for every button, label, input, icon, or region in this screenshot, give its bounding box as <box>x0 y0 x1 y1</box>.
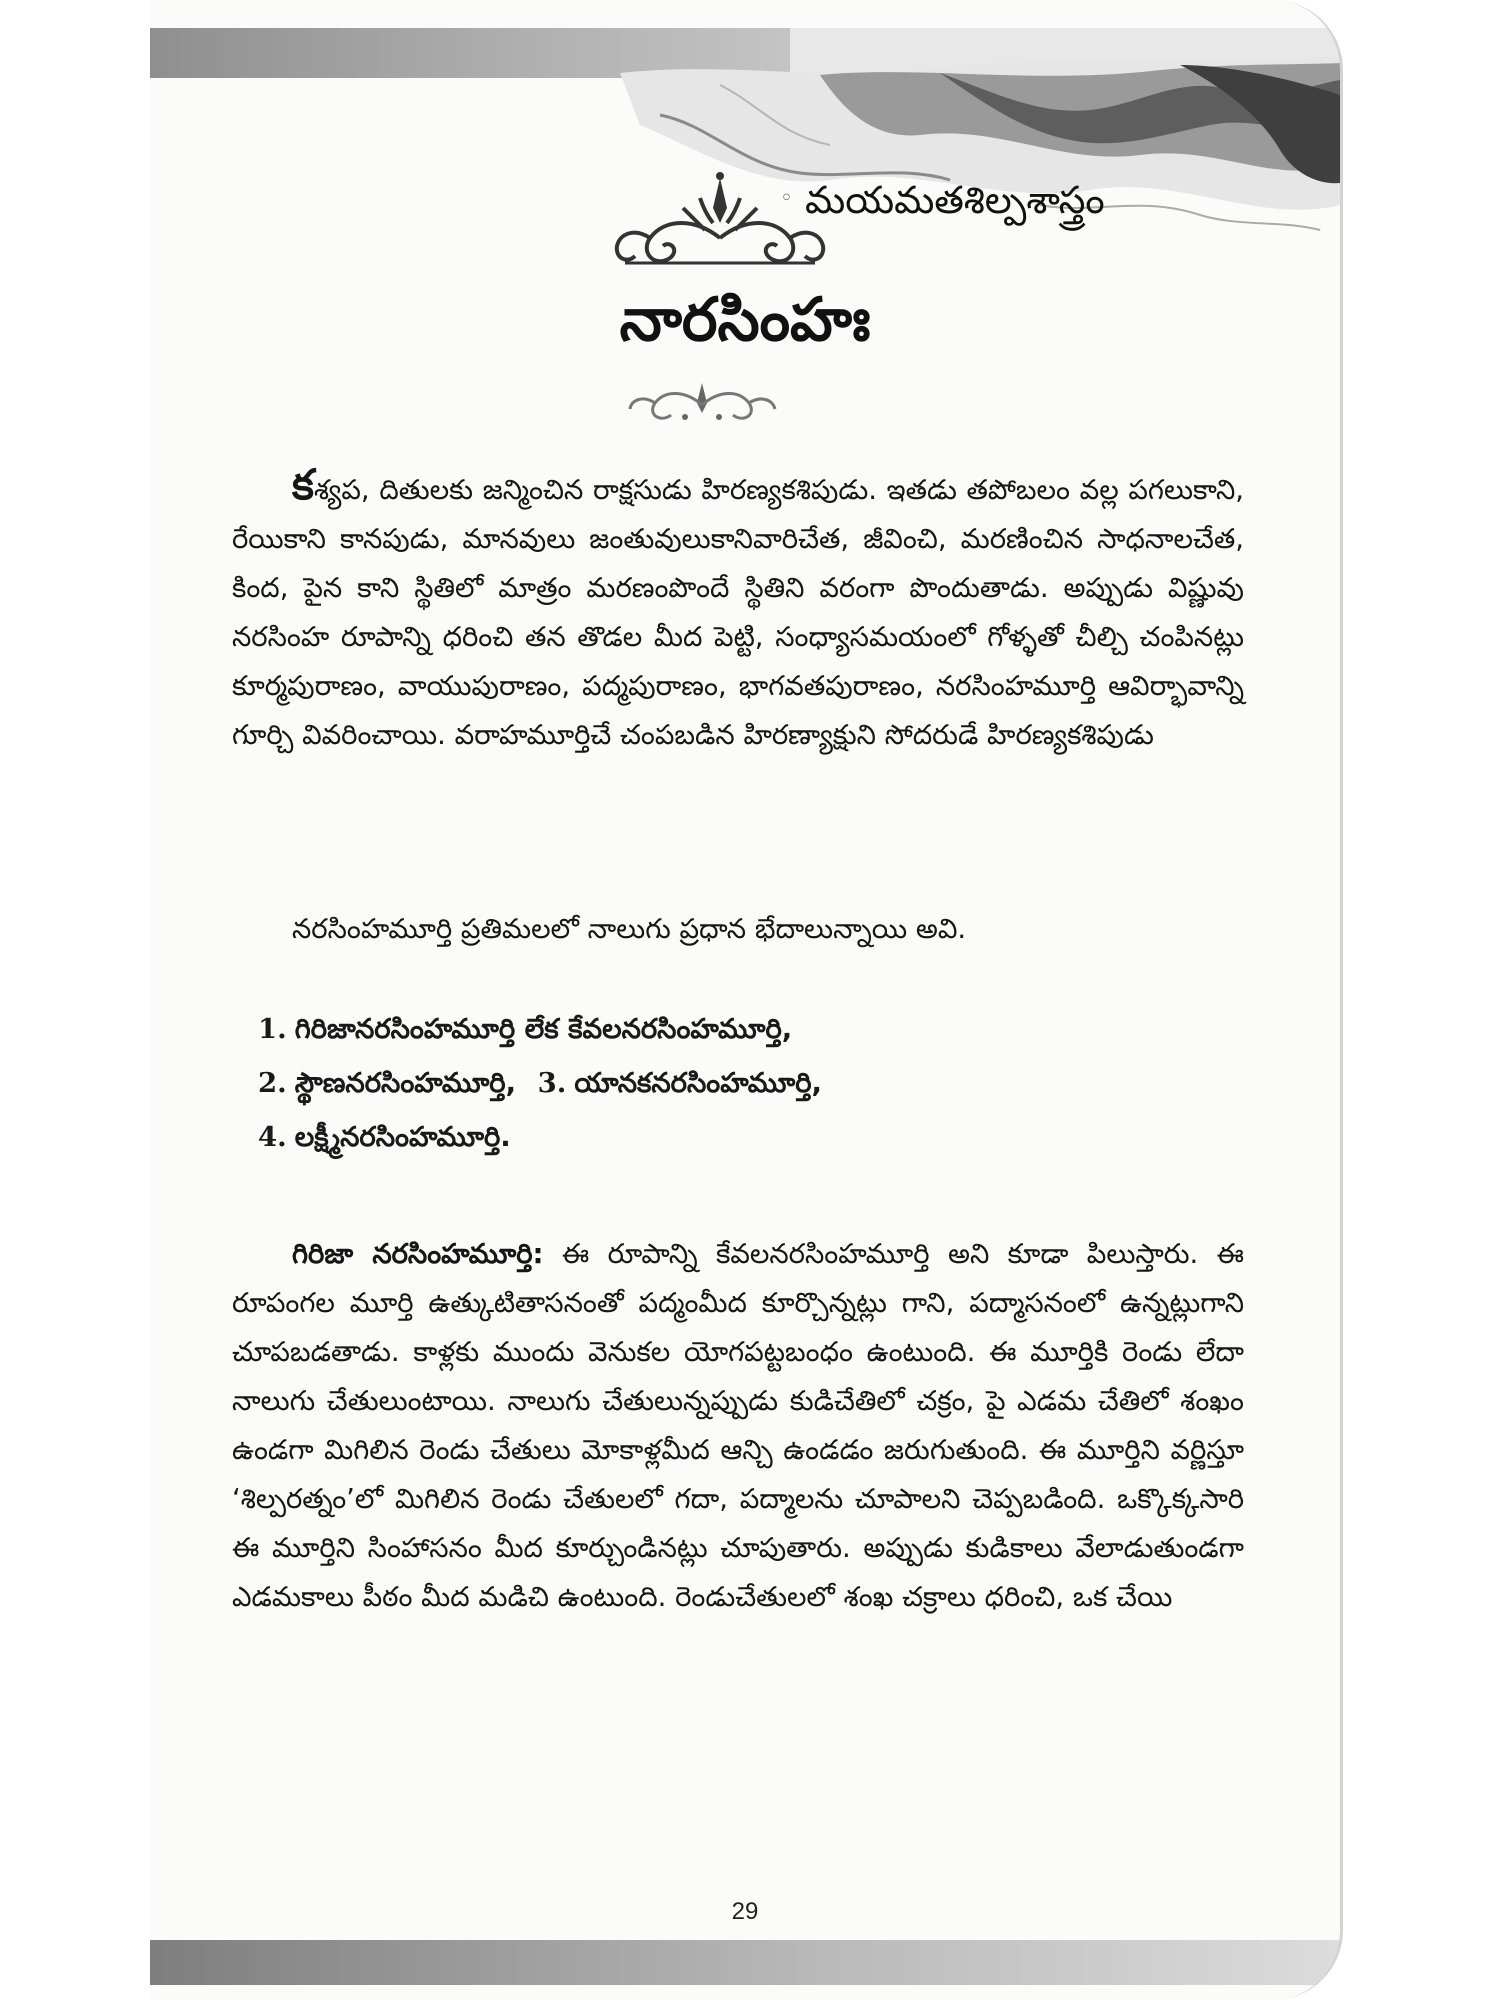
paragraph-types <box>232 905 1244 954</box>
page-number: 29 <box>731 1898 759 1925</box>
chapter-title: నారసింహః <box>619 285 871 355</box>
list-item <box>258 1002 1158 1056</box>
scan-margin <box>0 0 150 2000</box>
paragraph-girija <box>232 1230 1244 1622</box>
list-item <box>258 1110 1158 1164</box>
small-flourish-ornament-icon <box>625 375 780 430</box>
paragraph-girija-lead: గిరిజా నరసింహమూర్తి: <box>292 1238 544 1270</box>
types-list <box>258 1002 1158 1164</box>
book-page <box>150 0 1343 2000</box>
list-text: లక్ష్మీనరసింహమూర్తి. <box>294 1121 511 1153</box>
list-text: గిరిజానరసింహమూర్తి లేక కేవలనరసింహమూర్తి, <box>294 1013 793 1045</box>
list-number: 1. <box>258 1013 287 1045</box>
list-number: 3. <box>537 1067 567 1099</box>
bottom-decorative-band <box>150 1940 1340 1985</box>
paragraph-intro <box>232 460 1244 760</box>
list-item <box>258 1056 1158 1110</box>
list-number: 2. <box>258 1067 287 1099</box>
header-bullet-icon: ◦ <box>780 186 793 211</box>
drop-cap: క <box>292 460 314 509</box>
running-header-title: మయమతశిల్పశాస్త్రం <box>805 178 1105 222</box>
list-text: యానకనరసింహమూర్తి, <box>574 1067 822 1099</box>
flourish-ornament-icon <box>605 168 835 288</box>
paragraph-intro-text: శ్యప, దితులకు జన్మించిన రాక్షసుడు హిరణ్యకశిపుడు. ఇతడు తపోబలం వల్ల పగలుకాని, రేయికాని కానపుడు, మానవులు జంతువులుకానివారిచేత, జీవించి, మరణించిన సాధనాలచేత, కింద, పైన కాని స్థితిలో మాత్రం మరణంపొందే స్థితిని వరంగా పొందుతాడు. అప్పుడు విష్ణువు నరసింహ రూపాన్ని ధరించి తన తొడల మీద పెట్టి, సంధ్యాసమయంలో గోళ్ళతో చీల్చి చంపినట్లు కూర్మపురాణం, వాయుపురాణం, పద్మపురాణం, భాగవతపురాణం, నరసింహమూర్తి ఆవిర్భావాన్ని గూర్చి వివరించాయి. వరాహమూర్తిచే చంపబడిన హిరణ్యాక్షుని సోదరుడే హిరణ్యకశిపుడు <box>232 474 1244 751</box>
paragraph-types-text: నరసింహమూర్తి ప్రతిమలలో నాలుగు ప్రధాన భేదాలున్నాయి అవి. <box>292 913 967 945</box>
list-number: 4. <box>258 1121 287 1153</box>
paragraph-girija-text: ఈ రూపాన్ని కేవలనరసింహమూర్తి అని కూడా పిలుస్తారు. ఈ రూపంగల మూర్తి ఉత్కుటితాసనంతో పద్మంమీద కూర్చొన్నట్లు గాని, పద్మాసనంలో ఉన్నట్లుగాని చూపబడతాడు. కాళ్లకు ముందు వెనుకల యోగపట్టబంధం ఉంటుంది. ఈ మూర్తికి రెండు లేదా నాలుగు చేతులుంటాయి. నాలుగు చేతులున్నప్పుడు కుడిచేతిలో చక్రం, పై ఎడమ చేతిలో శంఖం ఉండగా మిగిలిన రెండు చేతులు మోకాళ్లమీద ఆన్చి ఉండడం జరుగుతుంది. ఈ మూర్తిని వర్ణిస్తూ ‘శిల్పరత్నం’లో మిగిలిన రెండు చేతులలో గదా, పద్మాలను చూపాలని చెప్పబడింది. ఒక్కొక్కసారి ఈ మూర్తిని సింహాసనం మీద కూర్చుండినట్లు చూపుతారు. అప్పుడు కుడికాలు వేలాడుతుండగా ఎడమకాలు పీఠం మీద మడిచి ఉంటుంది. రెండుచేతులలో శంఖ చక్రాలు ధరించి, ఒక చేయి <box>232 1238 1244 1613</box>
list-text: స్థౌణనరసింహమూర్తి, <box>294 1067 517 1099</box>
